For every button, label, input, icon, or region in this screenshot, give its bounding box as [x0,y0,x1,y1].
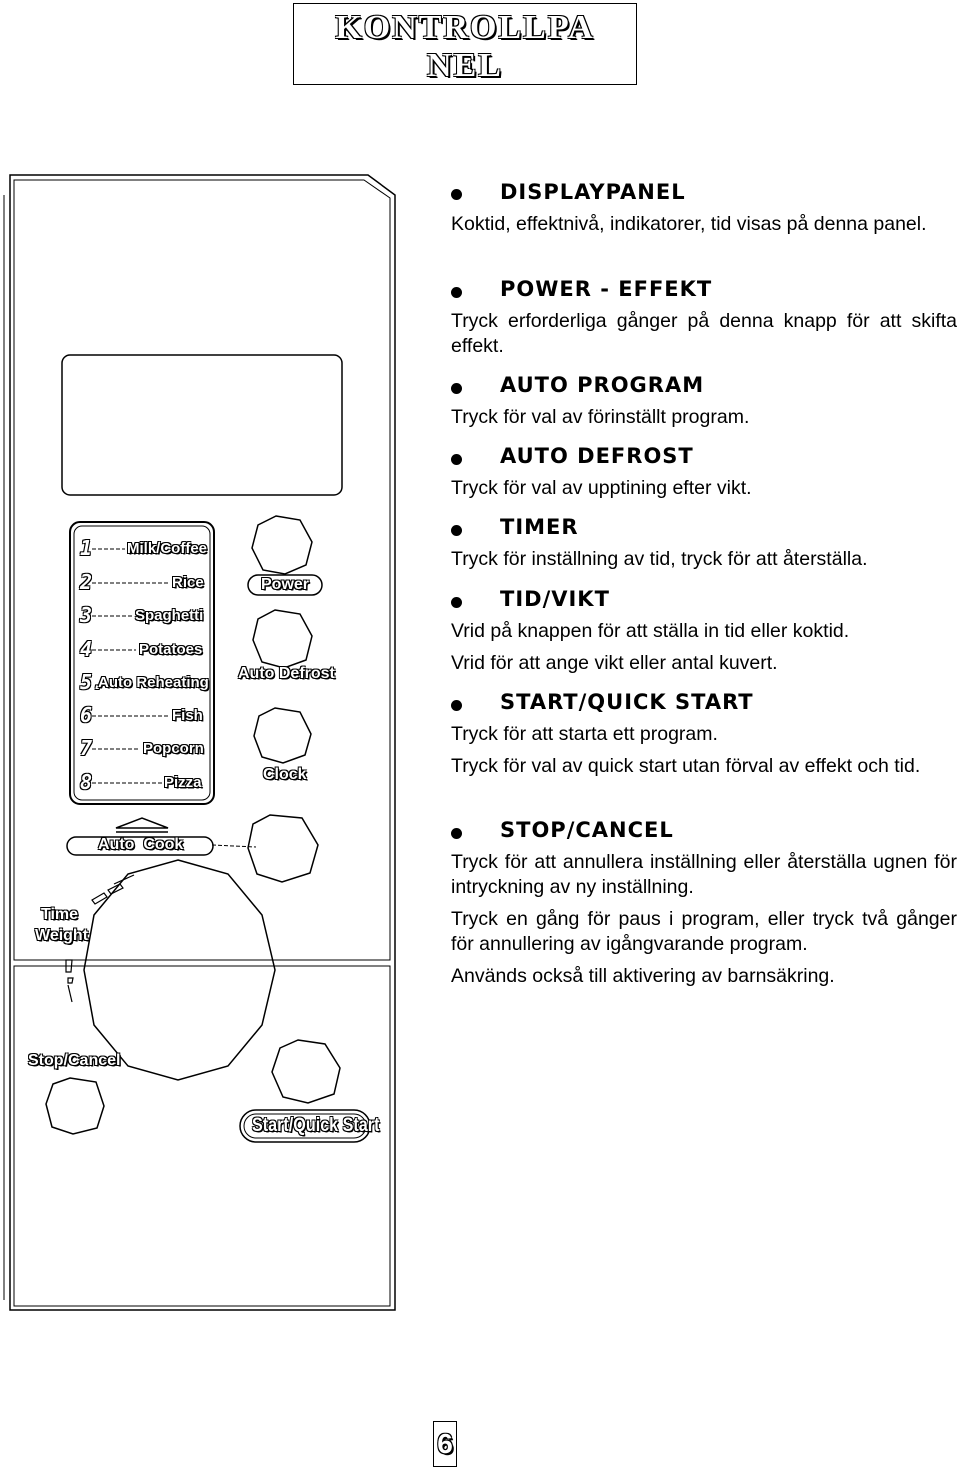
menu-number-7: 7 [80,736,93,760]
stop-cancel-label: Stop/Cancel [28,1052,121,1069]
menu-spaghetti[interactable]: Spaghetti [135,607,204,624]
section-text-tid-vikt-1: Vrid på knappen för att ställa in tid eller koktid. [451,620,850,642]
section-text-start-1: Tryck för att starta ett program. [451,723,718,745]
stop-cancel-button [46,1078,104,1134]
section-text-tid-vikt-2: Vrid för att ange vikt eller antal kuvert. [451,652,778,674]
menu-pizza[interactable]: Pizza [164,774,202,791]
power-label: Power [261,576,310,593]
section-heading-auto-program: AUTO PROGRAM [500,373,705,397]
clock-label: Clock [263,766,307,783]
section-text-stop-cancel-3: Används också till aktivering av barnsäkring. [451,965,835,987]
bullet-icon [451,287,462,298]
section-text-start-2: Tryck för val av quick start utan förval av effekt och tid. [451,755,921,777]
menu-fish[interactable]: Fish [172,707,203,724]
power-button [253,610,312,668]
bullet-icon [451,597,462,608]
bullet-icon [451,383,462,394]
weight-label: Weight [35,927,89,944]
menu-popcorn[interactable]: Popcorn [143,740,204,757]
auto-menu-box [70,522,214,804]
section-heading-displaypanel: DISPLAYPANEL [500,180,686,204]
menu-milk-coffee[interactable]: Milk/Coffee [127,540,208,557]
menu-potatoes[interactable]: Potatoes [139,641,203,658]
bullet-icon [451,828,462,839]
section-heading-start: START/QUICK START [500,690,754,714]
section-text-stop-cancel-1: Tryck för att annullera inställning eller återställa ugnen för intryckning av ny inställning. [451,851,957,898]
bullet-icon [451,700,462,711]
menu-number-3: 3 [80,603,93,627]
section-heading-power: POWER - EFFEKT [500,277,713,301]
time-label: Time [41,906,79,923]
bullet-icon [451,525,462,536]
bullet-icon [451,189,462,200]
page-title-line-2: NEL [427,47,503,84]
display-window [62,355,342,495]
page-title-line-1: KONTROLLPA [335,9,595,46]
clock-button [254,708,311,763]
section-text-power: Tryck erforderliga gånger på denna knapp för att skifta effekt. [451,310,957,357]
page-number: 6 [433,1421,457,1467]
menu-number-2: 2 [80,570,93,594]
section-text-auto-defrost: Tryck för val av upptining efter vikt. [451,477,752,499]
section-heading-tid-vikt: TID/VIKT [500,587,610,611]
auto-defrost-label: Auto Defrost [238,665,335,682]
menu-rice[interactable]: Rice [172,574,204,591]
section-text-displaypanel: Koktid, effektnivå, indikatorer, tid visas på denna panel. [451,213,927,235]
section-text-stop-cancel-2: Tryck en gång för paus i program, eller tryck två gånger för annullering av igångvarande program. [451,908,957,955]
menu-number-4: 4 [80,637,93,661]
section-heading-stop-cancel: STOP/CANCEL [500,818,674,842]
bullet-icon [451,454,462,465]
auto-cook-button [248,815,318,882]
menu-number-6: 6 [80,703,93,727]
section-heading-timer: TIMER [500,515,579,539]
up-arrow-icon [116,818,168,828]
start-button [272,1040,340,1103]
timer-button [252,516,312,574]
section-text-timer: Tryck för inställning av tid, tryck för att återställa. [451,548,868,570]
section-heading-auto-defrost: AUTO DEFROST [500,444,694,468]
menu-number-5: 5. [80,670,105,694]
section-text-auto-program: Tryck för val av förinställt program. [451,406,750,428]
auto-cook-label: Auto Cook [98,836,184,853]
menu-number-1: 1 [80,536,93,560]
menu-auto-reheating[interactable]: Auto Reheating [98,674,209,691]
start-label: Start/Quick Start [252,1115,380,1136]
menu-number-8: 8 [80,770,93,794]
